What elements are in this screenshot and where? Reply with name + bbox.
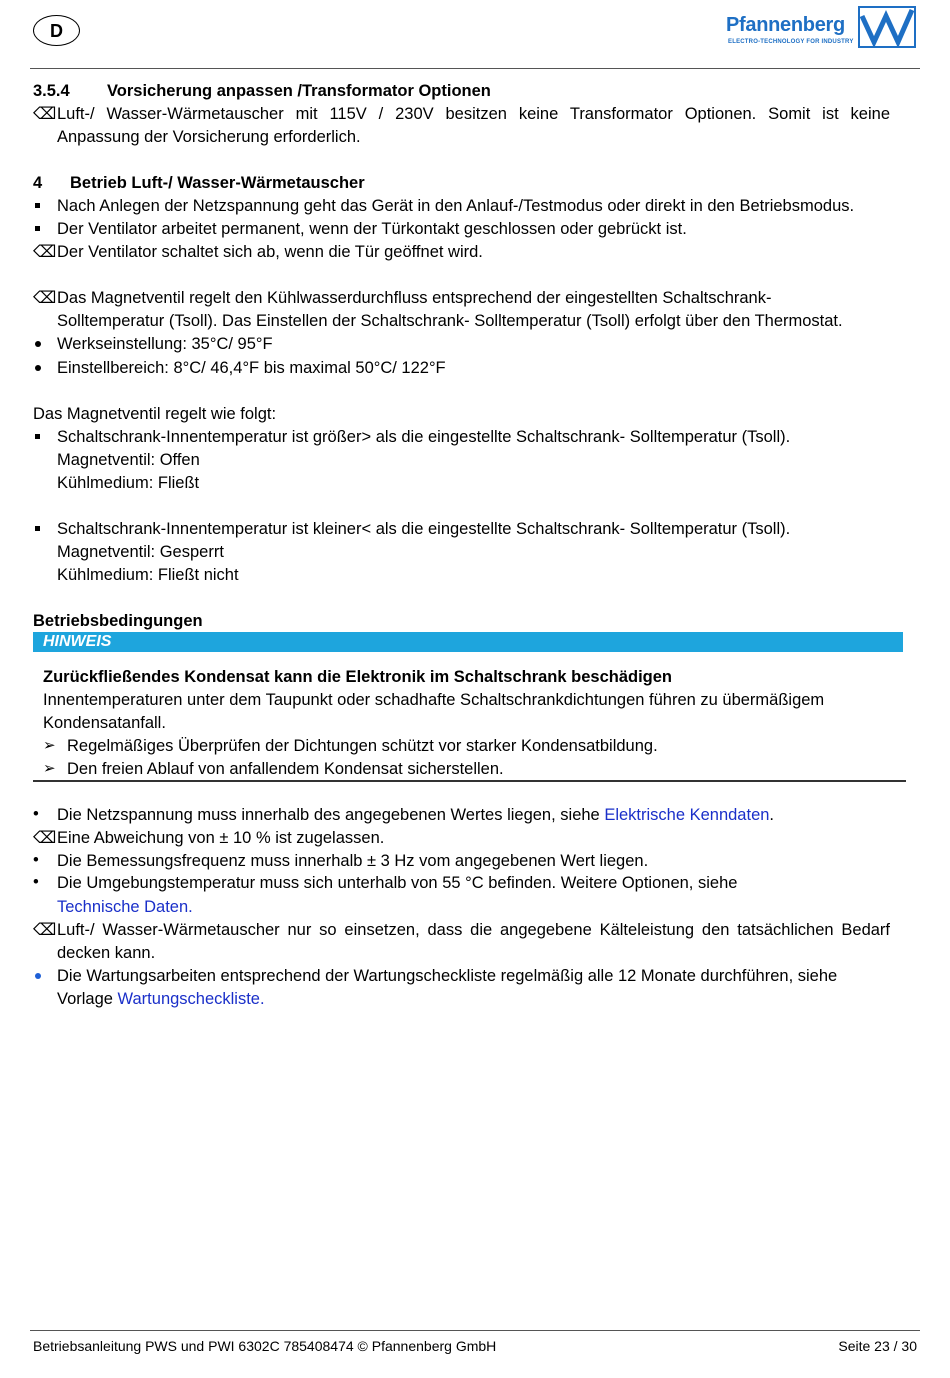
notice-bottom-rule [33,780,906,782]
case-1-text: Schaltschrank-Innentemperatur ist größer> als die eingestellte Schaltschrank- Solltemperatur (Tsoll). [57,428,791,446]
section-4-title: Betrieb Luft-/ Wasser-Wärmetauscher [70,174,365,192]
magnet-note-line2: Solltemperatur (Tsoll). Das Einstellen der Schaltschrank- Solltemperatur (Tsoll) erfolgt über den Thermostat. [57,312,843,330]
square-bullet-icon [35,526,40,531]
bullet-icon: • [33,851,39,869]
section-4-heading [33,173,365,193]
header-rule [30,68,920,69]
notice-line2: Kondensatanfall. [43,714,166,732]
logo-wave-icon [858,6,916,48]
note-delete-icon: ⌫ [33,243,57,261]
bullet-icon: • [33,873,39,891]
language-badge: D [33,15,80,46]
maintenance-line1: Die Wartungsarbeiten entsprechend der Wartungscheckliste regelmäßig alle 12 Monate durchführen, siehe [57,967,838,985]
round-bullet-icon [35,365,41,371]
notice-label: HINWEIS [43,633,112,650]
notice-action-1: Regelmäßiges Überprüfen der Dichtungen schützt vor starker Kondensatbildung. [67,737,658,755]
maintenance-checklist-link[interactable]: Wartungscheckliste. [117,990,265,1008]
section-4-item-2: Der Ventilator arbeitet permanent, wenn der Türkontakt geschlossen oder gebrückt ist. [57,220,687,238]
note-delete-icon: ⌫ [33,921,57,939]
voltage-line [57,805,774,825]
case-2-text: Schaltschrank-Innentemperatur ist kleiner< als die eingestellte Schaltschrank- Solltemperatur (Tsoll). [57,520,791,538]
notice-line1: Innentemperaturen unter dem Taupunkt oder schadhafte Schaltschrankdichtungen führen zu übermäßigem [43,691,825,709]
factory-setting: Werkseinstellung: 35°C/ 95°F [57,335,273,353]
deviation-note: Eine Abweichung von ± 10 % ist zugelassen. [57,829,385,847]
section-354-title: Vorsicherung anpassen /Transformator Optionen [107,82,491,100]
notice-action-2: Den freien Ablauf von anfallendem Kondensat sicherstellen. [67,760,504,778]
conditions-heading: Betriebsbedingungen [33,612,203,630]
logo-tagline: ELECTRO-TECHNOLOGY FOR INDUSTRY [728,39,854,45]
note-delete-icon: ⌫ [33,105,57,123]
case-2-medium: Kühlmedium: Fließt nicht [57,566,239,584]
maintenance-line2 [57,989,265,1009]
setting-range: Einstellbereich: 8°C/ 46,4°F bis maximal 50°C/ 122°F [57,359,446,377]
magnet-intro: Das Magnetventil regelt wie folgt: [33,405,277,423]
arrow-right-icon: ➢ [43,760,56,777]
notice-bar [33,632,903,652]
section-4-item-1: Nach Anlegen der Netzspannung geht das Gerät in den Anlauf-/Testmodus oder direkt in den Betriebsmodus. [57,197,855,215]
capacity-line2: decken kann. [57,944,156,962]
arrow-right-icon: ➢ [43,737,56,754]
bullet-icon: • [33,805,39,823]
case-1-medium: Kühlmedium: Fließt [57,474,200,492]
notice-title: Zurückfließendes Kondensat kann die Elektronik im Schaltschrank beschädigen [43,668,673,686]
technical-data-link[interactable]: Technische Daten. [57,898,193,916]
square-bullet-icon [35,203,40,208]
section-354-line2: Anpassung der Vorsicherung erforderlich. [57,128,361,146]
maintenance-prefix: Vorlage [57,990,118,1008]
ambient-line: Die Umgebungstemperatur muss sich unterhalb von 55 °C befinden. Weitere Optionen, siehe [57,874,738,892]
voltage-text: Die Netzspannung muss innerhalb des angegebenen Wertes liegen, siehe [57,806,605,824]
round-bullet-icon [35,973,41,979]
frequency-line: Die Bemessungsfrequenz muss innerhalb ± 3 Hz vom angegebenen Wert liegen. [57,852,649,870]
footer-rule [30,1330,920,1331]
section-4-number: 4 [33,174,43,192]
section-4-note: Der Ventilator schaltet sich ab, wenn die Tür geöffnet wird. [57,243,483,261]
section-354-heading [33,81,491,101]
voltage-end: . [769,806,775,824]
note-delete-icon: ⌫ [33,829,57,847]
square-bullet-icon [35,434,40,439]
capacity-line1: Luft-/ Wasser-Wärmetauscher nur so einsetzen, dass die angegebene Kälteleistung den tatsächlichen Bedarf [57,921,890,939]
footer-left: Betriebsanleitung PWS und PWI 6302C 785408474 © Pfannenberg GmbH [33,1338,497,1354]
note-delete-icon: ⌫ [33,289,57,307]
electrical-data-link[interactable]: Elektrische Kenndaten [604,806,770,824]
company-logo [726,6,916,50]
page-number: Seite 23 / 30 [838,1338,917,1354]
magnet-note-line1: Das Magnetventil regelt den Kühlwasserdurchfluss entsprechend der eingestellten Schaltschrank- [57,289,772,307]
case-2-valve: Magnetventil: Gesperrt [57,543,224,561]
case-1-valve: Magnetventil: Offen [57,451,200,469]
square-bullet-icon [35,226,40,231]
round-bullet-icon [35,341,41,347]
logo-name: Pfannenberg [726,14,845,36]
section-354-line1: Luft-/ Wasser-Wärmetauscher mit 115V / 230V besitzen keine Transformator Optionen. Somit ist keine [57,105,890,123]
section-354-number: 3.5.4 [33,82,70,100]
